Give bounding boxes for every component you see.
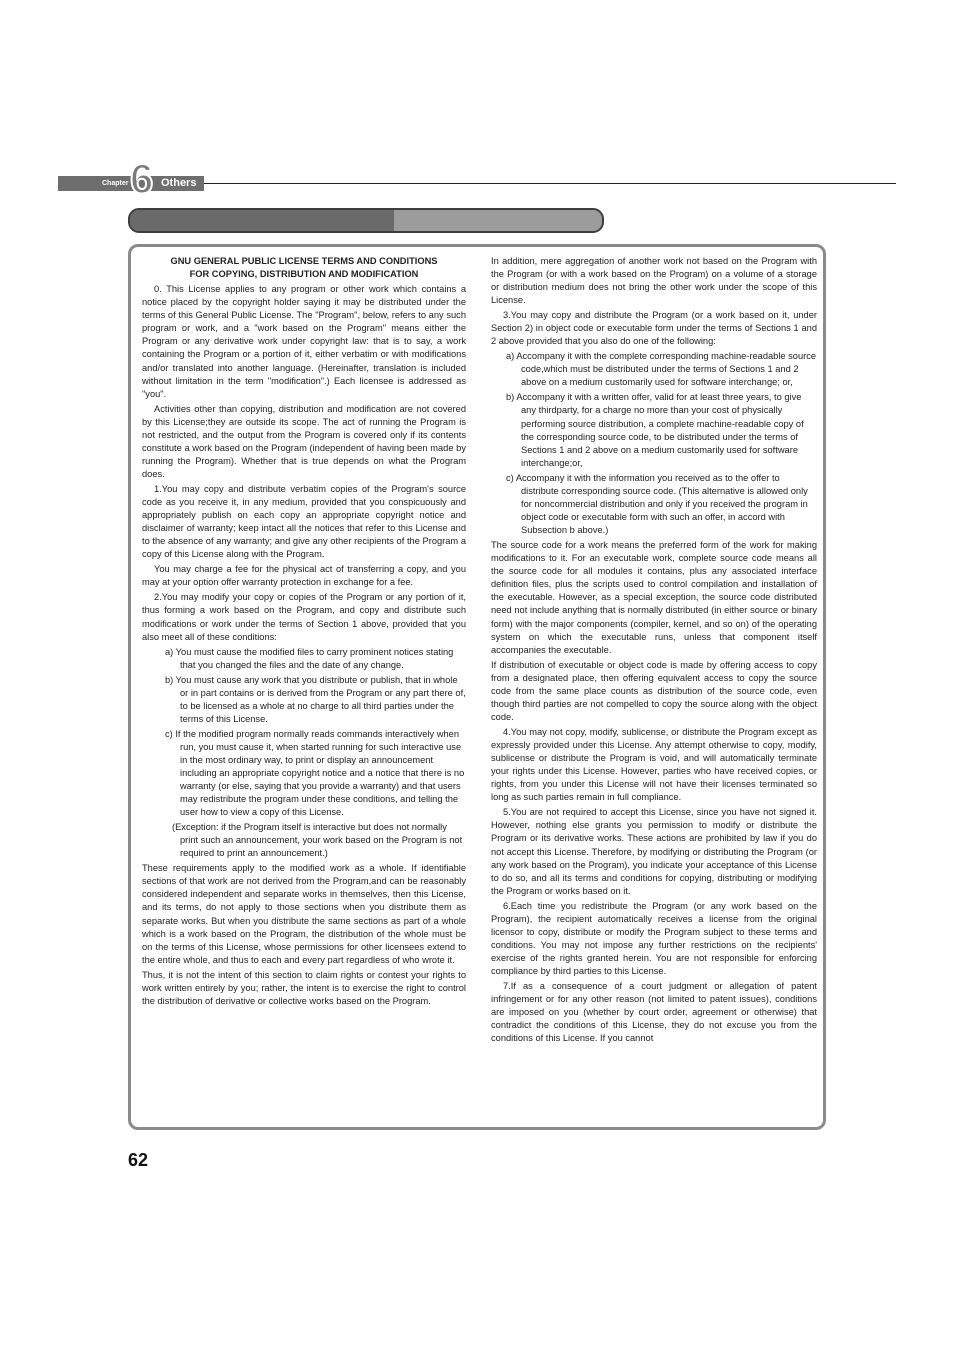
paragraph: In addition, mere aggregation of another work not based on the Program with the Program (or with a work based on the Program) on a volume of a storage or distribution medium does not bring the other work under the scope of this License. — [491, 256, 817, 306]
paragraph: 1.You may copy and distribute verbatim copies of the Program's source code as you receive it, in any medium, provided that you conspicuously and appropriately publish on each copy an appropriate copyright notice and disclaimer of warranty; keep intact all the notices that refer to this License and to the absence of any warranty; and give any other recipients of the Program a copy of this License along with the Program. — [142, 484, 466, 560]
paragraph: 0. This License applies to any program or other work which contains a notice placed by the copyright holder saying it may be distributed under the terms of this General Public License. The "Program", below, refers to any such program or work, and a "work based on the Program" means either the Program or any derivative work under copyright law: that is to say, a work containing the Program or a portion of it, either verbatim or with modifications and/or translated into another language. (Hereinafter, translation is included without limitation in the term "modification".) Each licensee is addressed as "you". — [142, 284, 466, 399]
list-item: b) Accompany it with a written offer, valid for at least three years, to give any thirdparty, for a charge no more than your cost of physically performing source distribution, a complete machine-readable copy of the corresponding source code, to be distributed under the terms of Sections 1 and 2 above on a medium customarily used for software interchange;or, — [506, 392, 804, 468]
section-bar-light — [394, 210, 602, 231]
section-bar-dark — [130, 210, 394, 231]
paragraph: These requirements apply to the modified work as a whole. If identifiable sections of that work are not derived from the Program,and can be reasonably considered independent and separate works in themselves, then this License, and its terms, do not apply to those sections when you distribute them as separate works. But when you distribute the same sections as part of a whole which is a work based on the Program, the distribution of the whole must be on the terms of this License, whose permissions for other licensees extend to the entire whole, and thus to each and every part regardless of who wrote it. — [142, 863, 466, 965]
paragraph: 5.You are not required to accept this License, since you have not signed it. However, nothing else grants you permission to modify or distribute the Program or its derivative works. These actions are prohibited by law if you do not accept this License. Therefore, by modifying or distributing the Program (or any work based on the Program), you indicate your acceptance of this License to do so, and all its terms and conditions for copying, distributing or modifying the Program or works based on it. — [491, 807, 817, 896]
paragraph: 4.You may not copy, modify, sublicense, or distribute the Program except as expressly provided under this License. Any attempt otherwise to copy, modify, sublicense or distribute the Program is void, and will automatically terminate your rights under this License. However, parties who have received copies, or rights, from you under this License will not have their licenses terminated so long as such parties remain in full compliance. — [491, 726, 817, 803]
page-number: 62 — [128, 1150, 149, 1170]
chapter-number: 6 — [130, 155, 154, 202]
exception-note: (Exception: if the Program itself is interactive but does not normally print such an announcement, your work based on the Program is not required to print an announcement.) — [172, 822, 463, 859]
right-column — [491, 255, 817, 1047]
chapter-label: Chapter — [102, 180, 129, 187]
header-rule — [204, 183, 896, 184]
left-column — [142, 255, 466, 1010]
license-heading — [142, 255, 466, 281]
list-item: a) Accompany it with the complete corresponding machine-readable source code,which must be distributed under the terms of Sections 1 and 2 above on a medium customarily used for software interchange; or, — [506, 351, 817, 388]
list-item: b) You must cause any work that you distribute or publish, that in whole or in part contains or is derived from the Program or any part there of, to be licensed as a whole at no charge to all third parties under the terms of this License. — [165, 674, 466, 724]
heading-line-1: GNU GENERAL PUBLIC LICENSE TERMS AND CONDITIONS — [170, 256, 438, 266]
paragraph: Activities other than copying, distribution and modification are not covered by this License;they are outside its scope. The act of running the Program is not restricted, and the output from the Program is covered only if its contents constitute a work based on the Program (independent of having been made by running the Program). Whether that is true depends on what the Program does. — [142, 403, 466, 480]
list-item: a) You must cause the modified files to carry prominent notices stating that you changed the files and the date of any change. — [165, 646, 454, 670]
list-item: c) If the modified program normally reads commands interactively when run, you must cause it, when started running for such interactive use in the most ordinary way, to print or display an announcement including an appropriate copyright notice and a notice that there is no warranty (or else, saying that you provide a warranty) and that users may redistribute the program under these conditions, and telling the user how to view a copy of this License. — [165, 728, 465, 818]
chapter-title: Others — [161, 177, 197, 189]
license-text-box — [128, 244, 826, 1130]
paragraph: You may charge a fee for the physical act of transferring a copy, and you may at your option offer warranty protection in exchange for a fee. — [142, 564, 466, 588]
paragraph: 6.Each time you redistribute the Program (or any work based on the Program), the recipient automatically receives a license from the original licensor to copy, distribute or modify the Program subject to these terms and conditions. You may not impose any further restrictions on the recipients' exercise of the rights granted herein. You are not responsible for enforcing compliance by third parties to this License. — [491, 900, 817, 977]
heading-line-2: FOR COPYING, DISTRIBUTION AND MODIFICATION — [189, 269, 419, 279]
paragraph: The source code for a work means the preferred form of the work for making modifications to it. For an executable work, complete source code means all the source code for all modules it contains, plus any associated interface definition files, plus the scripts used to control compilation and installation of the executable. However, as a special exception, the source code distributed need not include anything that is normally distributed (in either source or binary form) with the major components (compiler, kernel, and so on) of the operating system on which the executable runs, unless that component itself accompanies the executable. — [491, 539, 817, 655]
list-item: c) Accompany it with the information you received as to the offer to distribute corresponding source code. (This alternative is allowed only for noncommercial distribution and only if you received the program in object code or executable form with such an offer, in accord with Subsection b above.) — [506, 472, 808, 536]
paragraph: 2.You may modify your copy or copies of the Program or any portion of it, thus forming a work based on the Program, and copy and distribute such modifications or work under the terms of Section 1 above, provided that you also meet all of these conditions: — [142, 592, 466, 642]
paragraph: 3.You may copy and distribute the Program (or a work based on it, under Section 2) in object code or executable form under the terms of Sections 1 and 2 above provided that you also do one of the following: — [491, 310, 817, 347]
paragraph: 7.If as a consequence of a court judgment or allegation of patent infringement or for any other reason (not limited to patent issues), conditions are imposed on you (whether by court order, agreement or otherwise) that contradict the conditions of this License, they do not excuse you from the conditions of this License. If you cannot — [491, 981, 817, 1044]
paragraph: Thus, it is not the intent of this section to claim rights or contest your rights to work written entirely by you; rather, the intent is to exercise the right to control the distribution of derivative or collective works based on the Program. — [142, 969, 466, 1006]
paragraph: If distribution of executable or object code is made by offering access to copy from a designated place, then offering equivalent access to copy the source code from the same place counts as distribution of the source code, even though third parties are not compelled to copy the source along with the object code. — [491, 659, 817, 722]
section-title-bar — [128, 208, 604, 233]
